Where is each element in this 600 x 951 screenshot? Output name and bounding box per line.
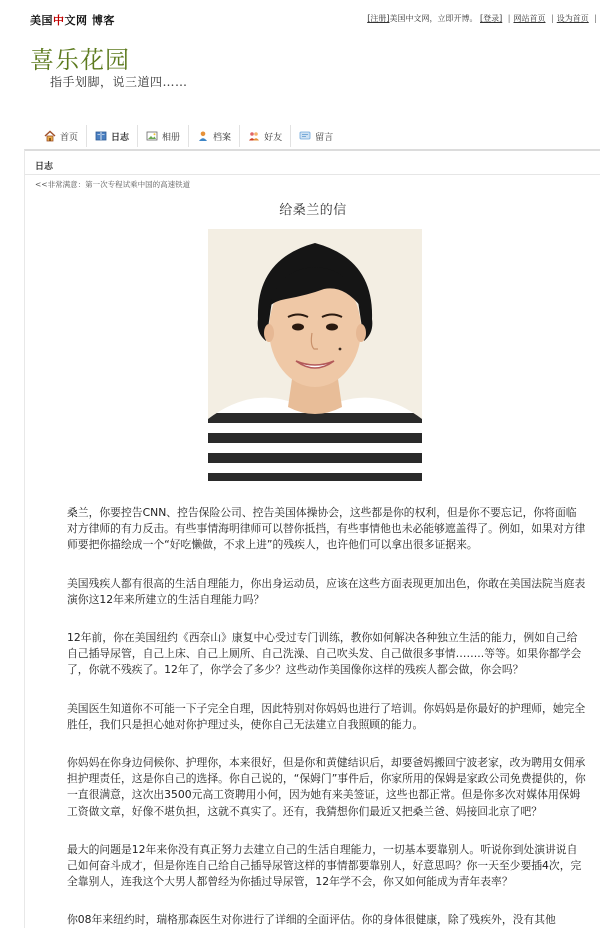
home-icon — [44, 130, 56, 142]
post-paragraph: 美国残疾人都有很高的生活自理能力，你出身运动员，应该在这些方面表现更加出色，你敢在美国法院当庭表演你这12年来所建立的生活自理能力吗？ — [67, 576, 586, 606]
nav-profile[interactable] — [189, 125, 240, 147]
post-title: 给桑兰的信 — [279, 203, 347, 218]
post-paragraph: 你08年来纽约时，瑞格那森医生对你进行了详细的全面评估。你的身体很健康，除了残疾外，没有其他 — [67, 913, 556, 927]
message-icon — [299, 130, 311, 142]
separator: | — [594, 14, 597, 23]
post-paragraph: 12年前，你在美国纽约《西奈山》康复中心受过专门训练，教你如何解决各种独立生活的能力，例如自己给自己插导尿管，自己上床、自己上厕所、自己洗澡、自己吹头发、自己做很多事情……..等等。如果你都学会了，你就不残疾了。12年了，你学会了多少？这些动作美国像你这样的残疾人都会做，你会吗？ — [67, 631, 582, 677]
blog-subtitle: 指手划脚，说三道四…… — [50, 75, 188, 89]
post-body — [67, 505, 587, 951]
post-paragraph: 美国医生知道你不可能一下子完全自理，因此特别对你妈妈也进行了培训。你妈妈是你最好的护理师，她完全胜任，我们只是担心她对你护理过头，使你自己无法建立自我照顾的能力。 — [67, 701, 586, 731]
nav-friends[interactable] — [240, 125, 291, 147]
site-logo[interactable] — [30, 12, 115, 28]
nav-guestbook[interactable] — [291, 125, 341, 147]
logo-text-4: 博客 — [91, 14, 115, 27]
nav-blog[interactable] — [87, 125, 138, 147]
blog-nav — [36, 125, 341, 147]
nav-album[interactable] — [138, 125, 189, 147]
top-bar — [0, 0, 600, 26]
person-icon — [197, 130, 209, 142]
top-links — [367, 13, 600, 24]
nav-friends-label: 好友 — [264, 132, 283, 143]
previous-post-link[interactable]: <<非常满意：第一次专程试乘中国的高速铁道 — [35, 180, 191, 189]
nav-home-label: 首页 — [60, 132, 79, 143]
separator: | — [551, 14, 554, 23]
set-homepage-link[interactable]: 设为首页 — [556, 14, 589, 23]
nav-profile-label: 档案 — [213, 132, 232, 143]
section-divider — [25, 174, 600, 175]
post-paragraph: 桑兰，你要控告CNN、控告保险公司、控告美国体操协会，这些都是你的权利，但是你不要忘记，你将面临对方律师的有力反击。有些事情海明律师可以替你抵挡，有些事情他也未必能够遮盖得了。例如，如果对方律师要把你描绘成一个“好吃懒做，不求上进”的残疾人，也许他们可以拿出很多证据来。 — [67, 506, 586, 552]
nav-guestbook-label: 留言 — [315, 132, 334, 143]
post-photo — [208, 229, 422, 481]
section-title: 日志 — [35, 162, 54, 172]
register-text: 美国中文网，立即开博。 — [389, 14, 478, 23]
separator: | — [507, 14, 511, 23]
post-paragraph: 最大的问题是12年来你没有真正努力去建立自己的生活自理能力，一切基本要靠别人。听说你到处演讲说自己如何奋斗成才，但是你连自己给自己插导尿管这样的事情都要靠别人，好意思吗？你一天至少要插4次，完全靠别人，连我这个大男人都曾经为你插过导尿管，12年学不会，你又如何能成为青年表率？ — [67, 842, 582, 889]
register-link[interactable]: [注册] — [367, 14, 390, 23]
nav-home[interactable] — [36, 125, 87, 147]
nav-album-label: 相册 — [162, 132, 181, 143]
logo-text-1: 美国 — [30, 14, 53, 27]
logo-text-3: 文网 — [64, 14, 88, 27]
post-paragraph: 你妈妈在你身边伺候你、护理你，本来很好，但是你和黄健结识后，却要爸妈搬回宁波老家，改为聘用女佣承担护理责任，这是你自己的选择。你自己说的，“保姆门”事件后，你家所用的保姆是家政公司免费提供的，你一直很满意，这次出3500元高工资聘用小何，因为她有来美签证，这些也都正常。但是你多次对媒体用保姆工资做文章，好像不堪负担，这就不真实了。还有，我猜想你们最近又把桑兰爸、妈接回北京了吧？ — [67, 756, 586, 818]
site-home-link[interactable]: 网站首页 — [513, 14, 546, 23]
blog-title[interactable]: 喜乐花园 — [30, 46, 130, 74]
book-icon — [95, 130, 107, 142]
photo-icon — [146, 130, 158, 142]
blog-content — [24, 149, 600, 928]
nav-blog-label: 日志 — [111, 132, 130, 143]
friends-icon — [248, 130, 260, 142]
login-link[interactable]: [登录] — [480, 14, 503, 23]
logo-text-2: 中 — [53, 14, 65, 27]
